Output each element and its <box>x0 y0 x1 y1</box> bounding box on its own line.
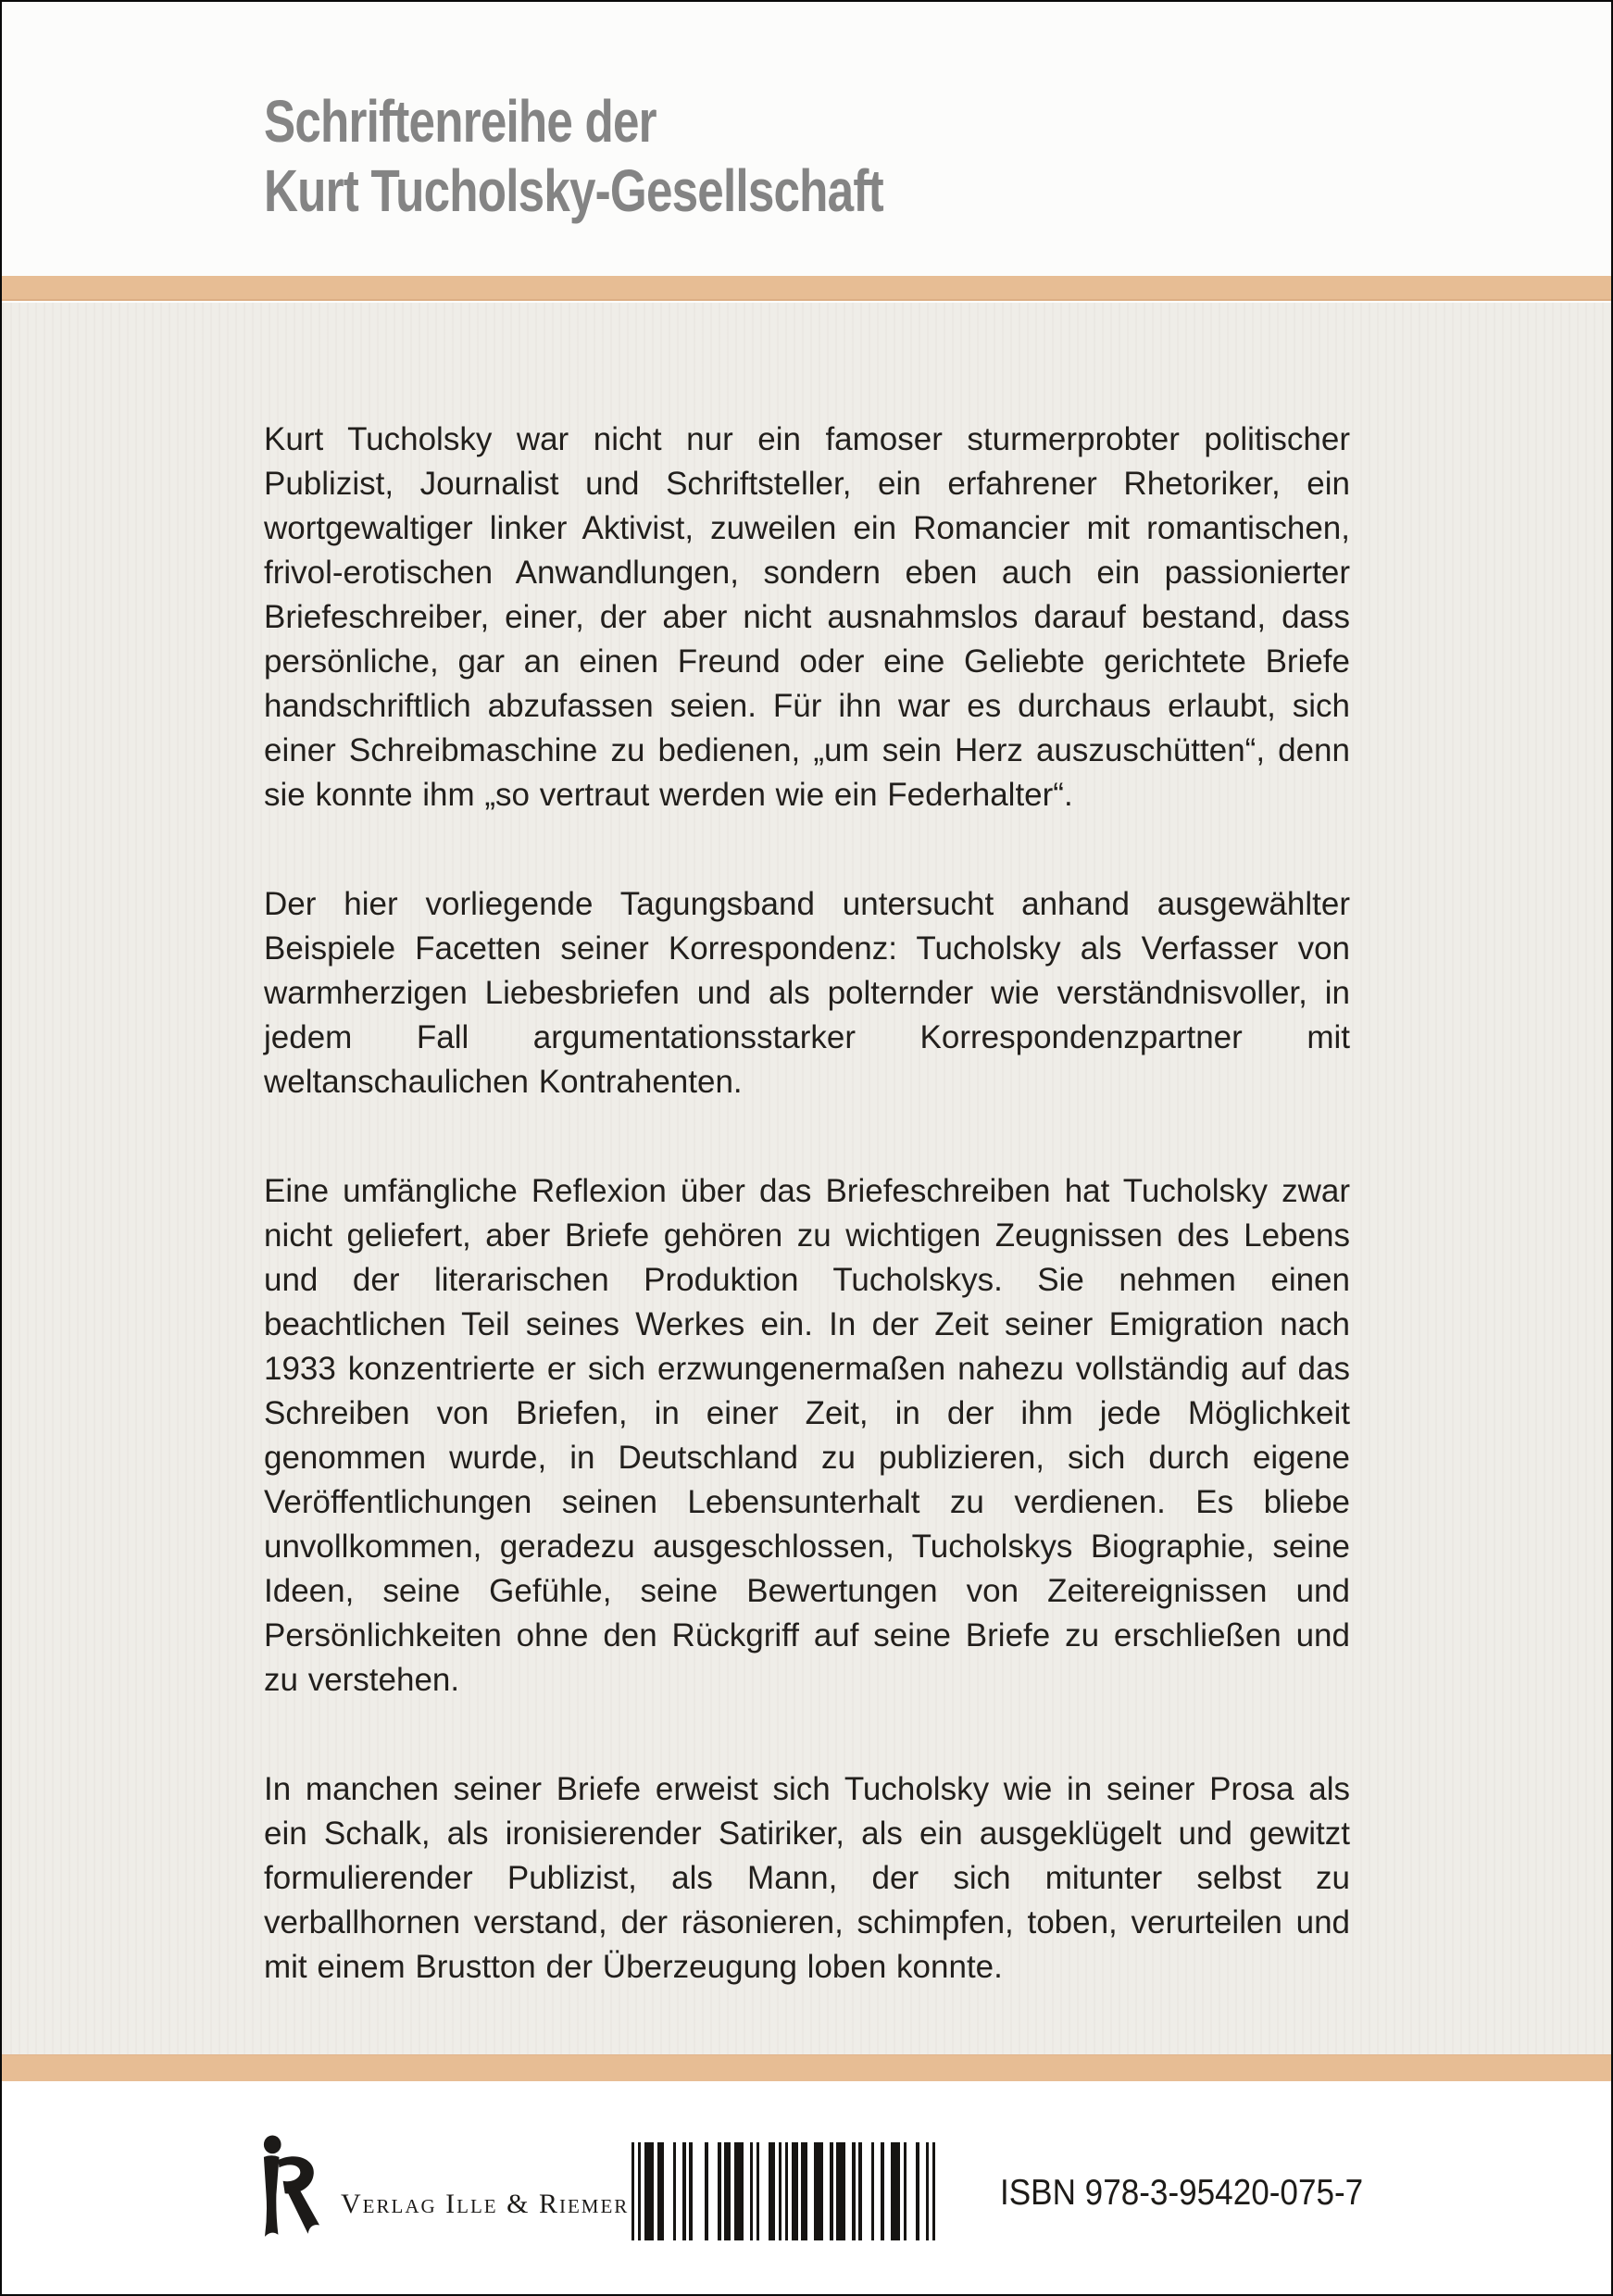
blurb-paragraph: In manchen seiner Briefe erweist sich Tucholsky wie in seiner Prosa als ein Schalk, als ironisierender Satiriker, als ein ausgeklügelt und gewitzt formulierender Publizist, als Mann, der sich mitunter selbst zu verballhornen verstand, der räsonieren, schimpfen, toben, verurteilen und mit einem Brustton der Überzeugung loben konnte. <box>264 1771 1350 1985</box>
series-title-line1: Schriftenreihe der <box>264 88 656 155</box>
blurb-paragraph: Kurt Tucholsky war nicht nur ein famoser sturmerprobter politischer Publizist, Journalist und Schriftsteller, ein erfahrener Rhetoriker, ein wortgewaltiger linker Aktivist, zuweilen ein Romancier mit romantischen, frivol-erotischen Anwandlungen, sondern eben auch ein passionierter Briefeschreiber, einer, der aber nicht ausnahmslos darauf bestand, dass persönliche, gar an einen Freund oder eine Geliebte gerichtete Briefe handschriftlich abzufassen seien. Für ihn war es durchaus erlaubt, sich einer Schreibmaschine zu bedienen, „um sein Herz auszuschütten“, denn sie konnte ihm „so vertraut werden wie ein Federhalter“. <box>264 421 1350 813</box>
barcode <box>631 2142 935 2240</box>
blurb-text <box>264 418 1350 1990</box>
series-title-line2: Kurt Tucholsky-Gesellschaft <box>264 157 883 224</box>
isbn-label: ISBN 978-3-95420-075-7 <box>1000 2173 1364 2213</box>
footer-area <box>2 2081 1611 2296</box>
header-area <box>2 2 1611 276</box>
publisher-name: Verlag Ille & Riemer <box>341 2189 630 2219</box>
series-title <box>264 87 883 226</box>
blurb-section <box>2 303 1611 2054</box>
ille-riemer-monogram-icon <box>260 2135 325 2240</box>
blurb-paragraph: Der hier vorliegende Tagungsband untersucht anhand ausgewählter Beispiele Facetten seiner Korrespondenz: Tucholsky als Verfasser von warmherzigen Liebesbriefen und als polternder wie verständnisvoller, in jedem Fall argumentationsstarker Korrespondenzpartner mit weltanschaulichen Kontrahenten. <box>264 886 1350 1100</box>
blurb-paragraph: Eine umfängliche Reflexion über das Briefeschreiben hat Tucholsky zwar nicht geliefert, aber Briefe gehören zu wichtigen Zeugnissen des Lebens und der literarischen Produktion Tucholskys. Sie nehmen einen beachtlichen Teil seines Werkes ein. In der Zeit seiner Emigration nach 1933 konzentrierte er sich erzwungenermaßen nahezu vollständig auf das Schreiben von Briefen, in einer Zeit, in der ihm jede Möglichkeit genommen wurde, in Deutschland zu publizieren, sich durch eigene Veröffentlichungen seinen Lebensunterhalt zu verdienen. Es bliebe unvollkommen, geradezu ausgeschlossen, Tucholskys Biographie, seine Ideen, seine Gefühle, seine Bewertungen von Zeitereignissen und Persönlichkeiten ohne den Rückgriff auf seine Briefe zu erschließen und zu verstehen. <box>264 1173 1350 1698</box>
accent-band-bottom <box>2 2054 1611 2081</box>
accent-band-top <box>2 276 1611 301</box>
